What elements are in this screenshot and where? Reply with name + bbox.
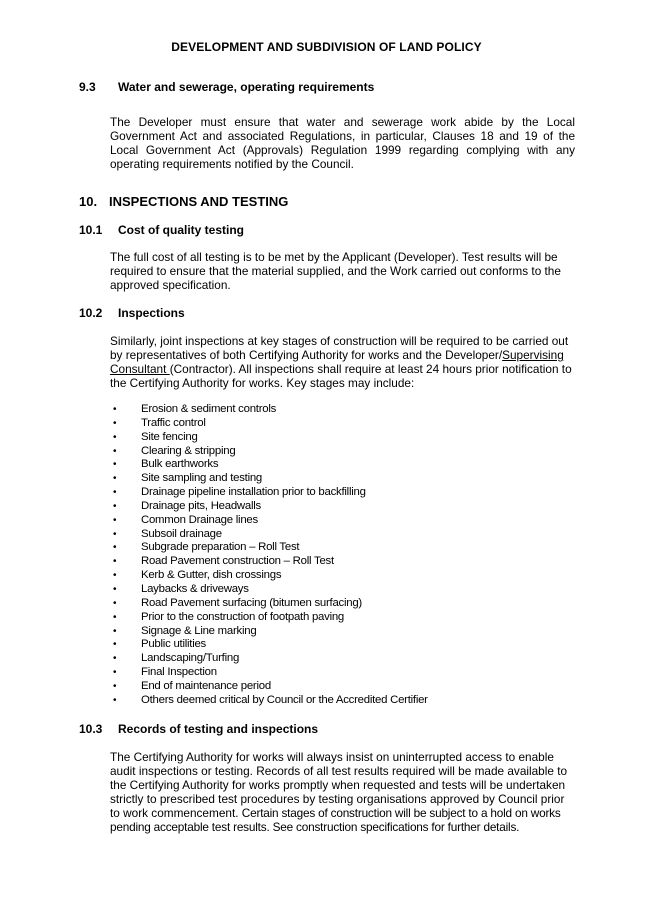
bullet-icon: •	[113, 528, 117, 540]
bullet-icon: •	[113, 473, 117, 485]
list-item-text: Prior to the construction of footpath paving	[141, 610, 345, 623]
bullet-icon: •	[113, 597, 117, 609]
section-title: Inspections	[118, 306, 185, 320]
list-item-text: Kerb & Gutter, dish crossings	[141, 569, 282, 582]
page-title: DEVELOPMENT AND SUBDIVISION OF LAND POLICY	[171, 40, 482, 54]
section-title: Records of testing and inspections	[118, 722, 319, 736]
bullet-icon: •	[113, 404, 117, 415]
list-item	[110, 652, 428, 666]
bullet-icon: •	[113, 625, 117, 637]
list-item	[110, 458, 428, 472]
list-item	[110, 472, 428, 486]
bullet-icon: •	[113, 583, 117, 595]
list-item	[110, 500, 428, 514]
bullet-icon: •	[113, 417, 117, 429]
list-item-text: Road Pavement construction – Roll Test	[141, 555, 334, 568]
list-item-text: Site fencing	[141, 430, 198, 443]
bullet-icon: •	[113, 680, 117, 692]
list-item	[110, 555, 428, 569]
list-item	[110, 514, 428, 528]
bullet-icon: •	[113, 431, 117, 443]
list-item	[110, 583, 428, 597]
section-title: INSPECTIONS AND TESTING	[109, 194, 289, 209]
paragraph-10-3	[110, 750, 575, 834]
bullet-icon: •	[113, 570, 117, 582]
list-item	[110, 486, 428, 500]
list-item	[110, 625, 428, 639]
list-item-text: Public utilities	[141, 638, 207, 651]
section-number: 10.3	[79, 722, 103, 736]
list-item-text: Common Drainage lines	[141, 513, 258, 526]
list-item-text: Drainage pits, Headwalls	[141, 499, 261, 512]
supervising-consultant-link: Supervising Consultant	[110, 348, 564, 376]
list-item-text: Road Pavement surfacing (bitumen surfacing)	[141, 596, 362, 609]
list-item-text: Subsoil drainage	[141, 527, 222, 540]
list-item	[110, 680, 428, 694]
bullet-icon: •	[113, 445, 117, 457]
paragraph-text: Certain stages of construction will be subject to a hold on works pending acceptable test results. See construction specifications for further details.	[110, 806, 561, 834]
list-item	[110, 638, 428, 652]
list-item-text: Others deemed critical by Council or the Accredited Certifier	[141, 693, 428, 706]
list-item-text: Landscaping/Turfing	[141, 652, 240, 665]
list-item-text: Bulk earthworks	[141, 458, 219, 471]
bullet-icon: •	[113, 653, 117, 665]
list-item	[110, 541, 428, 555]
bullet-icon: •	[113, 667, 117, 679]
list-item	[110, 597, 428, 611]
key-stages-list	[110, 403, 428, 708]
bullet-icon: •	[113, 514, 117, 526]
bullet-icon: •	[113, 694, 117, 706]
section-title: Cost of quality testing	[118, 223, 244, 237]
list-item	[110, 403, 428, 417]
list-item	[110, 528, 428, 542]
list-item-text: Subgrade preparation – Roll Test	[141, 541, 300, 554]
paragraph-text: (Contractor). All inspections shall require at least 24 hours prior notification to the Certifying Authority for works. Key stages may include:	[110, 362, 572, 390]
list-item-text: Drainage pipeline installation prior to backfilling	[141, 486, 366, 499]
section-number: 10.	[79, 194, 98, 209]
bullet-icon: •	[113, 459, 117, 471]
paragraph-10-2	[110, 334, 575, 390]
list-item-text: Laybacks & driveways	[141, 582, 249, 595]
section-number: 9.3	[79, 80, 96, 94]
list-item	[110, 569, 428, 583]
bullet-icon: •	[113, 487, 117, 499]
list-item	[110, 611, 428, 625]
list-item	[110, 431, 428, 445]
list-item	[110, 445, 428, 459]
section-number: 10.1	[79, 223, 103, 237]
list-item-text: Final Inspection	[141, 666, 217, 679]
paragraph-text: Similarly, joint inspections at key stages of construction will be required to be carried out by representatives of both Certifying Authority for works and the Developer/	[110, 334, 569, 362]
list-item-text: Signage & Line marking	[141, 624, 257, 637]
list-item-text: Clearing & stripping	[141, 444, 236, 457]
list-item-text: End of maintenance period	[141, 679, 271, 692]
bullet-icon: •	[113, 556, 117, 568]
section-title: Water and sewerage, operating requirements	[118, 80, 375, 94]
paragraph-text: The Certifying Authority for works will always insist on uninterrupted access to enable audit inspections or testing. Records of all test results required will be made available to the Certifying Authority for works promptly when requested and tests will be undertaken strictly to prescribed test procedures by testing organisations approved by Council prior to work commencement.	[110, 750, 568, 820]
list-item	[110, 694, 428, 708]
list-item-text: Erosion & sediment controls	[141, 403, 277, 415]
paragraph-9-3: The Developer must ensure that water and sewerage work abide by the Local Government Act and associated Regulations, in particular, Clauses 18 and 19 of the Local Government Act (Approvals) Regulation 1999 regarding complying with any operating requirements notified by the Council.	[110, 115, 575, 171]
section-number: 10.2	[79, 306, 103, 320]
list-item-text: Site sampling and testing	[141, 472, 263, 485]
bullet-icon: •	[113, 500, 117, 512]
bullet-icon: •	[113, 611, 117, 623]
paragraph-10-1: The full cost of all testing is to be met by the Applicant (Developer). Test results will be required to ensure that the material supplied, and the Work carried out conforms to the approved specification.	[110, 250, 561, 292]
bullet-icon: •	[113, 542, 117, 554]
list-item-text: Traffic control	[141, 416, 206, 429]
bullet-icon: •	[113, 639, 117, 651]
list-item	[110, 417, 428, 431]
list-item	[110, 666, 428, 680]
